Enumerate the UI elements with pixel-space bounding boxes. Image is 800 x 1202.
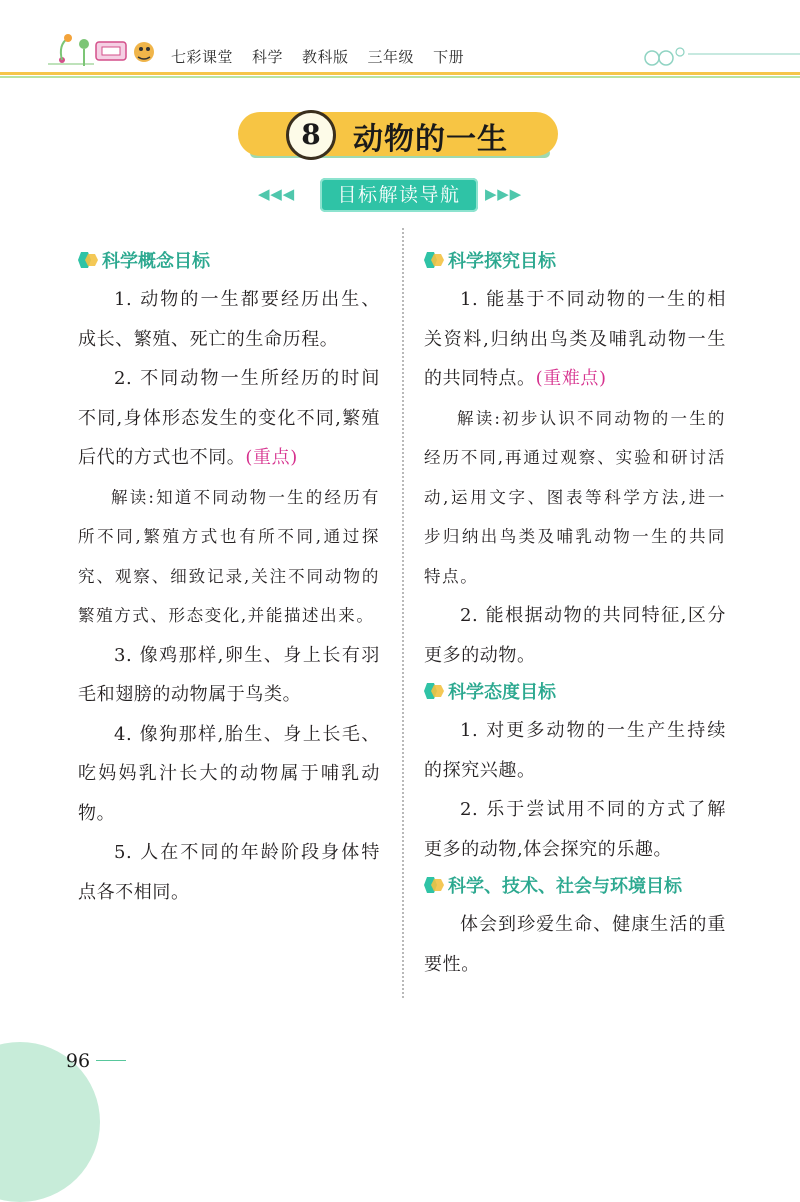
concept-item-2-text: 2. 不同动物一生所经历的时间不同,身体形态发生的变化不同,繁殖后代的方式也不同。 (78, 368, 380, 468)
concept-heading: 科学概念目标 (102, 251, 210, 272)
header-edition: 教科版 (302, 48, 349, 66)
lesson-number: 8 (286, 110, 336, 160)
section-heading (422, 675, 726, 707)
concept-item-1: 1. 动物的一生都要经历出生、成长、繁殖、死亡的生命历程。 (78, 289, 380, 350)
inquiry-item-1 (424, 280, 726, 399)
header-rule-yellow (0, 72, 800, 75)
arrows-right-icon: ▶ ▶ ▶ (485, 185, 520, 203)
concept-interpretation: 解读:知道不同动物一生的经历有所不同,繁殖方式也有所不同,通过探究、观察、细致记录,关注不同动物的繁殖方式、形态变化,并能描述出来。 (78, 487, 380, 625)
header-series: 七彩课堂 (171, 48, 234, 66)
series-logo-icon (48, 30, 168, 72)
concept-item-3: 3. 像鸡那样,卵生、身上长有羽毛和翅膀的动物属于鸟类。 (78, 644, 380, 705)
difficult-point-mark: (重难点) (535, 368, 607, 389)
concept-item-2 (78, 359, 380, 478)
header-volume: 下册 (433, 48, 465, 66)
column-divider (402, 228, 404, 998)
attitude-item-1: 1. 对更多动物的一生产生持续的探究兴趣。 (424, 720, 726, 781)
section-heading (422, 869, 726, 901)
section-heading (76, 244, 380, 276)
inquiry-item-2: 2. 能根据动物的共同特征,区分更多的动物。 (424, 605, 726, 666)
concept-item-4: 4. 像狗那样,胎生、身上长毛、吃妈妈乳汁长大的动物属于哺乳动物。 (78, 723, 380, 824)
hexagon-icon (422, 875, 446, 895)
page-header (0, 0, 800, 90)
page-number: 96 (65, 1050, 91, 1072)
header-grade: 三年级 (367, 48, 415, 66)
lesson-title: 动物的一生 (353, 122, 508, 157)
right-column (422, 244, 726, 984)
hexagon-icon (422, 681, 446, 701)
attitude-item-2: 2. 乐于尝试用不同的方式了解更多的动物,体会探究的乐趣。 (424, 799, 726, 860)
inquiry-heading: 科学探究目标 (448, 251, 556, 272)
concept-item-5: 5. 人在不同的年龄阶段身体特点各不相同。 (78, 842, 380, 903)
header-rule-green (0, 76, 800, 78)
stse-text: 体会到珍爱生命、健康生活的重要性。 (424, 914, 726, 975)
decorative-rings-icon (640, 42, 800, 72)
inquiry-interpretation: 解读:初步认识不同动物的一生的经历不同,再通过观察、实验和研讨活动,运用文字、图表等科学方法,进一步归纳出鸟类及哺乳动物一生的共同特点。 (424, 408, 726, 586)
attitude-heading: 科学态度目标 (448, 682, 556, 703)
section-heading (422, 244, 726, 276)
header-book-info (171, 46, 483, 67)
stse-heading: 科学、技术、社会与环境目标 (448, 876, 682, 897)
inquiry-item-1-text: 1. 能基于不同动物的一生的相关资料,归纳出鸟类及哺乳动物一生的共同特点。 (424, 289, 726, 389)
left-column (76, 244, 380, 912)
hexagon-icon (76, 250, 100, 270)
hexagon-icon (422, 250, 446, 270)
key-point-mark: (重点) (245, 447, 298, 468)
arrows-left-icon: ◀ ◀ ◀ (258, 185, 293, 203)
footer-rule (96, 1060, 126, 1061)
header-subject: 科学 (252, 48, 284, 66)
section-banner: 目标解读导航 (320, 178, 478, 212)
